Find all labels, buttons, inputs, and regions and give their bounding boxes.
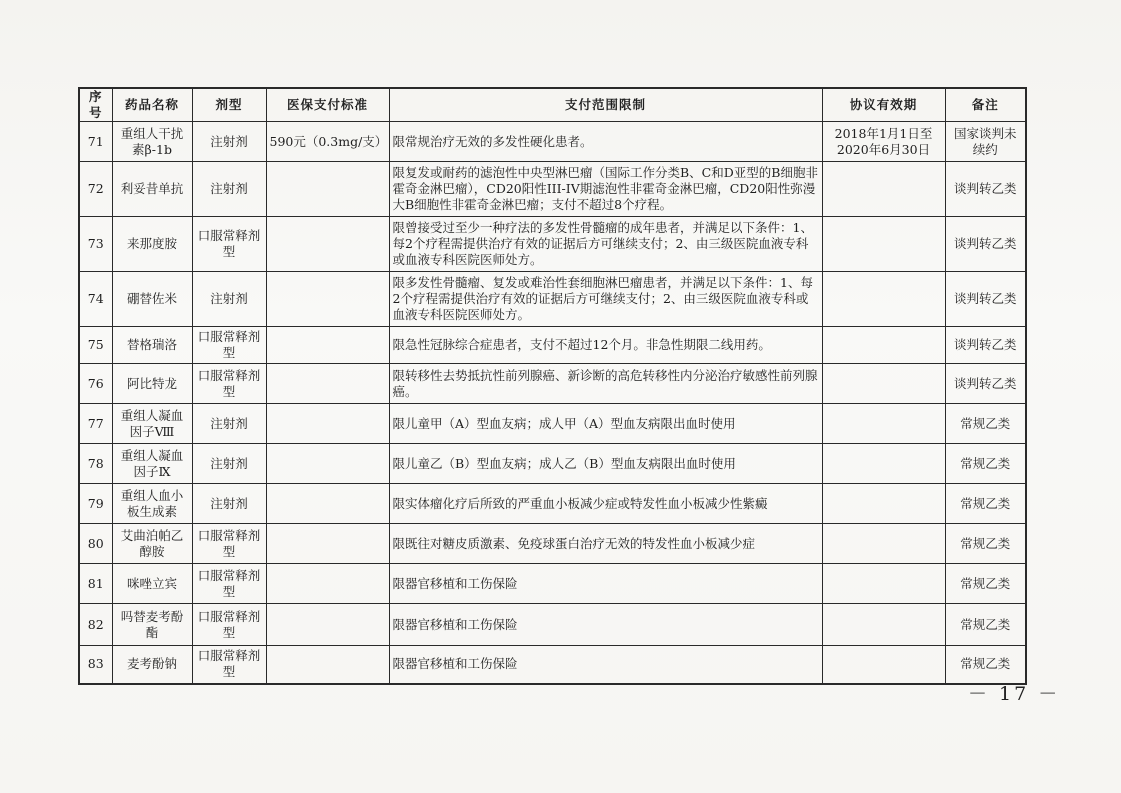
- drug-name: 重组人干扰素β-1b: [112, 122, 192, 162]
- remarks: 常规乙类: [945, 524, 1026, 564]
- row-number: 75: [79, 327, 112, 364]
- remarks: 谈判转乙类: [945, 364, 1026, 404]
- drug-name: 替格瑞洛: [112, 327, 192, 364]
- dosage-form: 口服常释剂型: [192, 646, 266, 684]
- table-row: [79, 162, 1026, 217]
- header-payment-standard: 医保支付标准: [266, 88, 389, 122]
- agreement-validity: [822, 484, 945, 524]
- payment-standard: [266, 604, 389, 646]
- payment-scope: 限儿童乙（B）型血友病；成人乙（B）型血友病限出血时使用: [389, 444, 822, 484]
- table-header-row: [79, 88, 1026, 122]
- payment-scope: 限复发或耐药的滤泡性中央型淋巴瘤（国际工作分类B、C和D亚型的B细胞非霍奇金淋巴瘤），CD20阳性III-IV期滤泡性非霍奇金淋巴瘤，CD20阳性弥漫大B细胞性非霍奇金淋巴瘤；支付不超过8个疗程。: [389, 162, 822, 217]
- drug-name: 麦考酚钠: [112, 646, 192, 684]
- payment-standard: 590元（0.3mg/支）: [266, 122, 389, 162]
- row-number: 73: [79, 217, 112, 272]
- drug-name: 硼替佐米: [112, 272, 192, 327]
- payment-scope: 限实体瘤化疗后所致的严重血小板减少症或特发性血小板减少性紫癜: [389, 484, 822, 524]
- header-remarks: 备注: [945, 88, 1026, 122]
- remarks: 国家谈判未续约: [945, 122, 1026, 162]
- dosage-form: 注射剂: [192, 272, 266, 327]
- row-number: 71: [79, 122, 112, 162]
- agreement-validity: [822, 162, 945, 217]
- payment-standard: [266, 404, 389, 444]
- agreement-validity: 2018年1月1日至2020年6月30日: [822, 122, 945, 162]
- table-row: [79, 217, 1026, 272]
- header-drug-name: 药品名称: [112, 88, 192, 122]
- payment-scope: 限器官移植和工伤保险: [389, 646, 822, 684]
- dosage-form: 口服常释剂型: [192, 524, 266, 564]
- dosage-form: 注射剂: [192, 484, 266, 524]
- remarks: 谈判转乙类: [945, 272, 1026, 327]
- table-row: [79, 404, 1026, 444]
- table-row: [79, 524, 1026, 564]
- remarks: 谈判转乙类: [945, 217, 1026, 272]
- agreement-validity: [822, 524, 945, 564]
- header-dosage-form: 剂型: [192, 88, 266, 122]
- agreement-validity: [822, 272, 945, 327]
- dosage-form: 注射剂: [192, 122, 266, 162]
- agreement-validity: [822, 444, 945, 484]
- payment-standard: [266, 524, 389, 564]
- header-agreement-validity: 协议有效期: [822, 88, 945, 122]
- dosage-form: 注射剂: [192, 162, 266, 217]
- table-row: [79, 122, 1026, 162]
- row-number: 72: [79, 162, 112, 217]
- drug-name: 利妥昔单抗: [112, 162, 192, 217]
- remarks: 常规乙类: [945, 404, 1026, 444]
- agreement-validity: [822, 217, 945, 272]
- remarks: 谈判转乙类: [945, 327, 1026, 364]
- table-row: [79, 444, 1026, 484]
- row-number: 77: [79, 404, 112, 444]
- remarks: 常规乙类: [945, 646, 1026, 684]
- drug-payment-table: [78, 87, 1027, 685]
- row-number: 74: [79, 272, 112, 327]
- payment-standard: [266, 272, 389, 327]
- page-number: － 17 －: [968, 683, 1061, 705]
- remarks: 常规乙类: [945, 564, 1026, 604]
- row-number: 76: [79, 364, 112, 404]
- payment-scope: 限常规治疗无效的多发性硬化患者。: [389, 122, 822, 162]
- drug-name: 来那度胺: [112, 217, 192, 272]
- table-row: [79, 327, 1026, 364]
- row-number: 80: [79, 524, 112, 564]
- remarks: 常规乙类: [945, 444, 1026, 484]
- table-row: [79, 604, 1026, 646]
- row-number: 79: [79, 484, 112, 524]
- payment-scope: 限器官移植和工伤保险: [389, 604, 822, 646]
- payment-scope: 限急性冠脉综合症患者，支付不超过12个月。非急性期限二线用药。: [389, 327, 822, 364]
- drug-name: 咪唑立宾: [112, 564, 192, 604]
- drug-name: 重组人血小板生成素: [112, 484, 192, 524]
- remarks: 谈判转乙类: [945, 162, 1026, 217]
- table-row: [79, 564, 1026, 604]
- row-number: 83: [79, 646, 112, 684]
- payment-scope: 限多发性骨髓瘤、复发或难治性套细胞淋巴瘤患者，并满足以下条件：1、每2个疗程需提供治疗有效的证据后方可继续支付；2、由三级医院血液专科或血液专科医院医师处方。: [389, 272, 822, 327]
- table-row: [79, 484, 1026, 524]
- drug-name: 重组人凝血因子Ⅸ: [112, 444, 192, 484]
- row-number: 82: [79, 604, 112, 646]
- dosage-form: 口服常释剂型: [192, 564, 266, 604]
- payment-standard: [266, 484, 389, 524]
- payment-standard: [266, 564, 389, 604]
- dosage-form: 注射剂: [192, 444, 266, 484]
- dosage-form: 口服常释剂型: [192, 327, 266, 364]
- table-row: [79, 272, 1026, 327]
- agreement-validity: [822, 604, 945, 646]
- payment-standard: [266, 162, 389, 217]
- payment-scope: 限曾接受过至少一种疗法的多发性骨髓瘤的成年患者，并满足以下条件：1、每2个疗程需提供治疗有效的证据后方可继续支付；2、由三级医院血液专科或血液专科医院医师处方。: [389, 217, 822, 272]
- agreement-validity: [822, 364, 945, 404]
- payment-scope: 限转移性去势抵抗性前列腺癌、新诊断的高危转移性内分泌治疗敏感性前列腺癌。: [389, 364, 822, 404]
- payment-scope: 限儿童甲（A）型血友病；成人甲（A）型血友病限出血时使用: [389, 404, 822, 444]
- row-number: 81: [79, 564, 112, 604]
- remarks: 常规乙类: [945, 604, 1026, 646]
- agreement-validity: [822, 564, 945, 604]
- dosage-form: 口服常释剂型: [192, 604, 266, 646]
- drug-name: 阿比特龙: [112, 364, 192, 404]
- payment-scope: 限器官移植和工伤保险: [389, 564, 822, 604]
- agreement-validity: [822, 327, 945, 364]
- payment-scope: 限既往对糖皮质激素、免疫球蛋白治疗无效的特发性血小板减少症: [389, 524, 822, 564]
- payment-standard: [266, 364, 389, 404]
- dosage-form: 口服常释剂型: [192, 217, 266, 272]
- agreement-validity: [822, 404, 945, 444]
- drug-name: 艾曲泊帕乙醇胺: [112, 524, 192, 564]
- payment-standard: [266, 646, 389, 684]
- table-row: [79, 646, 1026, 684]
- row-number: 78: [79, 444, 112, 484]
- drug-name: 重组人凝血因子Ⅷ: [112, 404, 192, 444]
- payment-standard: [266, 327, 389, 364]
- payment-standard: [266, 217, 389, 272]
- agreement-validity: [822, 646, 945, 684]
- header-number: 序号: [79, 88, 112, 122]
- payment-standard: [266, 444, 389, 484]
- drug-name: 吗替麦考酚酯: [112, 604, 192, 646]
- table-row: [79, 364, 1026, 404]
- header-payment-scope: 支付范围限制: [389, 88, 822, 122]
- dosage-form: 注射剂: [192, 404, 266, 444]
- remarks: 常规乙类: [945, 484, 1026, 524]
- dosage-form: 口服常释剂型: [192, 364, 266, 404]
